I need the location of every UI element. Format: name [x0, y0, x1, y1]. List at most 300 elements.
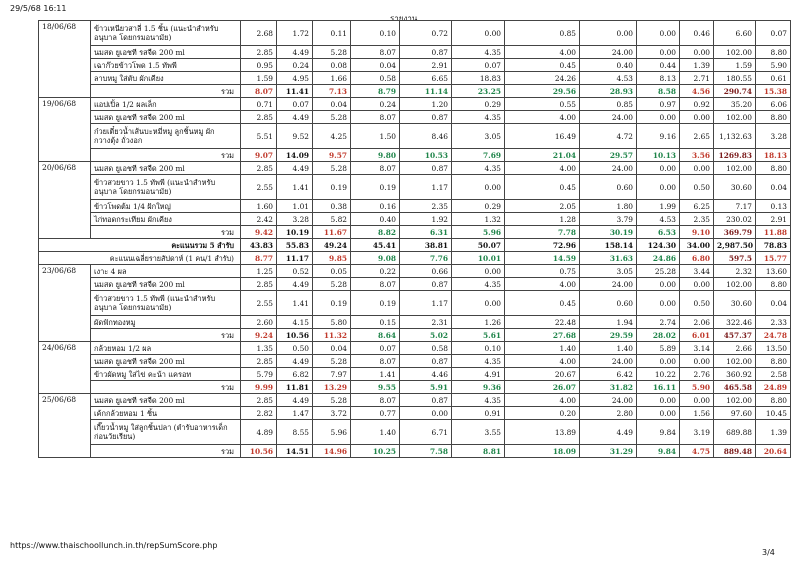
table-row — [39, 98, 791, 111]
nutrient-value: 2.85 — [241, 46, 277, 59]
menu-item-name: ผัดฟักทองหมู — [91, 316, 241, 329]
date-cell: 18/06/68 — [39, 21, 91, 98]
sum-value: 28.02 — [637, 329, 680, 342]
nutrient-value: 4.53 — [637, 213, 680, 226]
sum-label: รวม — [91, 85, 241, 98]
nutrient-value: 102.00 — [714, 162, 756, 175]
nutrient-value: 0.50 — [277, 342, 313, 355]
nutrient-value: 0.87 — [400, 46, 452, 59]
nutrient-value: 2.31 — [400, 316, 452, 329]
nutrient-value: 1,132.63 — [714, 124, 756, 149]
page-number: 3/4 — [762, 548, 775, 557]
nutrient-value: 1.40 — [351, 420, 400, 445]
nutrient-value: 6.60 — [714, 21, 756, 46]
table-row — [39, 200, 791, 213]
table-row — [39, 21, 791, 46]
nutrient-value: 0.75 — [505, 265, 580, 278]
weekly-total-row-value: 124.30 — [637, 239, 680, 252]
weekly-total-row-value: 49.24 — [313, 239, 351, 252]
weekly-average-row-value: 6.80 — [680, 252, 714, 265]
nutrient-value: 8.46 — [400, 124, 452, 149]
nutrient-value: 8.80 — [756, 355, 791, 368]
nutrient-value: 1.59 — [714, 59, 756, 72]
nutrient-value: 6.25 — [680, 200, 714, 213]
sum-value: 23.25 — [452, 85, 505, 98]
sum-value: 9.42 — [241, 226, 277, 239]
nutrient-value: 24.00 — [580, 355, 637, 368]
nutrient-value: 8.07 — [351, 162, 400, 175]
nutrient-value: 0.46 — [680, 21, 714, 46]
nutrient-value: 4.35 — [452, 46, 505, 59]
nutrient-value: 2.91 — [756, 213, 791, 226]
table-row — [39, 368, 791, 381]
nutrient-value: 0.29 — [452, 200, 505, 213]
nutrient-value: 3.55 — [452, 420, 505, 445]
nutrient-value: 4.49 — [277, 162, 313, 175]
nutrient-value: 5.80 — [313, 316, 351, 329]
nutrient-value: 1.41 — [277, 291, 313, 316]
nutrient-value: 2.55 — [241, 175, 277, 200]
nutrient-value: 13.60 — [756, 265, 791, 278]
sum-value: 27.68 — [505, 329, 580, 342]
nutrient-value: 3.72 — [313, 407, 351, 420]
sum-value: 10.19 — [277, 226, 313, 239]
nutrient-value: 4.15 — [277, 316, 313, 329]
nutrient-value: 0.58 — [351, 72, 400, 85]
nutrient-value: 0.00 — [580, 21, 637, 46]
nutrient-value: 4.46 — [400, 368, 452, 381]
menu-item-name: เฉาก๊วยข้าวโพด 1.5 ทัพพี — [91, 59, 241, 72]
nutrient-value: 0.19 — [313, 175, 351, 200]
sum-value: 11.41 — [277, 85, 313, 98]
nutrient-value: 0.45 — [505, 59, 580, 72]
table-row — [39, 46, 791, 59]
table-row — [39, 394, 791, 407]
nutrient-value: 2.71 — [680, 72, 714, 85]
report-title: รายงาน — [390, 14, 418, 23]
menu-item-name: ข้าวผัดหมู ใส่ไข่ คะน้า แครอท — [91, 368, 241, 381]
nutrient-value: 0.04 — [756, 175, 791, 200]
table-row — [39, 265, 791, 278]
nutrient-value: 1.41 — [277, 175, 313, 200]
table-row — [39, 316, 791, 329]
nutrient-value: 4.49 — [277, 111, 313, 124]
sum-value: 9.07 — [241, 149, 277, 162]
table-row — [39, 111, 791, 124]
sum-value: 10.56 — [241, 445, 277, 458]
nutrient-value: 0.87 — [400, 162, 452, 175]
nutrient-value: 1.01 — [277, 200, 313, 213]
nutrient-value: 24.00 — [580, 278, 637, 291]
sum-value: 8.81 — [452, 445, 505, 458]
menu-item-name: ลาบหมู ใส่ตับ ผักเคียง — [91, 72, 241, 85]
nutrient-value: 0.04 — [313, 98, 351, 111]
weekly-average-row-value: 7.76 — [400, 252, 452, 265]
nutrient-value: 0.60 — [580, 291, 637, 316]
nutrient-value: 4.72 — [580, 124, 637, 149]
nutrient-value: 0.58 — [400, 342, 452, 355]
nutrient-value: 0.85 — [580, 98, 637, 111]
nutrient-value: 0.00 — [452, 291, 505, 316]
menu-item-name: ข้าวสวยขาว 1.5 ทัพพี (แนะนำสำหรับอนุบาล โดยกรมอนามัย) — [91, 175, 241, 200]
nutrient-value: 3.79 — [580, 213, 637, 226]
weekly-total-row-value: 78.83 — [756, 239, 791, 252]
nutrient-value: 10.45 — [756, 407, 791, 420]
nutrient-value: 1.94 — [580, 316, 637, 329]
nutrient-value: 3.28 — [756, 124, 791, 149]
nutrient-value: 102.00 — [714, 394, 756, 407]
sum-value: 9.57 — [313, 149, 351, 162]
weekly-average-row-value: 15.77 — [756, 252, 791, 265]
nutrient-value: 4.49 — [580, 420, 637, 445]
nutrient-value: 1.17 — [400, 175, 452, 200]
sum-value: 29.57 — [580, 149, 637, 162]
nutrient-value: 2.85 — [241, 278, 277, 291]
nutrient-value: 8.55 — [277, 420, 313, 445]
nutrient-value: 24.00 — [580, 111, 637, 124]
nutrient-value: 8.07 — [351, 355, 400, 368]
weekly-total-row-value: 50.07 — [452, 239, 505, 252]
nutrient-value: 0.22 — [351, 265, 400, 278]
nutrient-value: 1.20 — [400, 98, 452, 111]
sum-label: รวม — [91, 445, 241, 458]
menu-item-name: นมสด ยูเอชที รสจืด 200 ml — [91, 111, 241, 124]
nutrient-value: 0.77 — [351, 407, 400, 420]
nutrient-value: 1.41 — [351, 368, 400, 381]
nutrient-value: 1.60 — [241, 200, 277, 213]
nutrient-value: 0.05 — [313, 265, 351, 278]
nutrient-value: 0.04 — [313, 342, 351, 355]
nutrient-value: 6.06 — [756, 98, 791, 111]
nutrient-value: 2.35 — [400, 200, 452, 213]
nutrient-value: 1.40 — [580, 342, 637, 355]
nutrient-value: 0.13 — [756, 200, 791, 213]
table-row — [39, 420, 791, 445]
nutrient-value: 18.83 — [452, 72, 505, 85]
nutrient-value: 0.00 — [637, 394, 680, 407]
sum-value: 6.01 — [680, 329, 714, 342]
nutrient-value: 1.39 — [680, 59, 714, 72]
nutrient-value: 0.10 — [452, 342, 505, 355]
weekly-total-row-value: 2,987.50 — [714, 239, 756, 252]
sum-value: 10.53 — [400, 149, 452, 162]
sum-value: 21.04 — [505, 149, 580, 162]
nutrient-value: 2.60 — [241, 316, 277, 329]
sum-value: 6.53 — [637, 226, 680, 239]
nutrient-value: 1.39 — [756, 420, 791, 445]
nutrient-value: 4.35 — [452, 162, 505, 175]
nutrient-value: 0.19 — [313, 291, 351, 316]
nutrient-value: 1.32 — [452, 213, 505, 226]
nutrient-value: 7.97 — [313, 368, 351, 381]
nutrient-value: 24.00 — [580, 162, 637, 175]
nutrient-value: 4.95 — [277, 72, 313, 85]
sum-value: 10.13 — [637, 149, 680, 162]
nutrition-score-table — [38, 20, 791, 458]
nutrient-value: 8.07 — [351, 46, 400, 59]
nutrient-value: 0.08 — [313, 59, 351, 72]
sum-value: 11.67 — [313, 226, 351, 239]
nutrient-value: 2.65 — [680, 124, 714, 149]
nutrient-value: 180.55 — [714, 72, 756, 85]
nutrient-value: 1.59 — [241, 72, 277, 85]
table-row — [39, 342, 791, 355]
nutrient-value: 6.42 — [580, 368, 637, 381]
menu-item-name: เค้กกล้วยหอม 1 ชิ้น — [91, 407, 241, 420]
sum-value: 11.81 — [277, 381, 313, 394]
nutrient-value: 3.05 — [452, 124, 505, 149]
nutrient-value: 1.72 — [277, 21, 313, 46]
nutrient-value: 0.04 — [351, 59, 400, 72]
nutrient-value: 0.00 — [637, 407, 680, 420]
sum-value: 24.89 — [756, 381, 791, 394]
nutrient-value: 0.20 — [505, 407, 580, 420]
sum-value: 30.19 — [580, 226, 637, 239]
sum-value: 11.32 — [313, 329, 351, 342]
nutrient-value: 9.84 — [637, 420, 680, 445]
sum-value: 13.29 — [313, 381, 351, 394]
nutrient-value: 0.19 — [351, 291, 400, 316]
nutrient-value: 24.00 — [580, 46, 637, 59]
nutrient-value: 3.05 — [580, 265, 637, 278]
nutrient-value: 0.87 — [400, 394, 452, 407]
weekly-average-row-value: 14.59 — [505, 252, 580, 265]
nutrient-value: 4.35 — [452, 278, 505, 291]
nutrient-value: 20.67 — [505, 368, 580, 381]
nutrient-value: 5.28 — [313, 162, 351, 175]
sum-value: 5.61 — [452, 329, 505, 342]
nutrient-value: 0.00 — [637, 162, 680, 175]
nutrient-value: 4.25 — [313, 124, 351, 149]
nutrient-value: 0.00 — [680, 162, 714, 175]
nutrient-value: 3.44 — [680, 265, 714, 278]
nutrient-value: 0.00 — [637, 291, 680, 316]
nutrient-value: 4.35 — [452, 355, 505, 368]
nutrient-value: 22.48 — [505, 316, 580, 329]
nutrient-value: 4.00 — [505, 394, 580, 407]
day-sum-row — [39, 149, 791, 162]
date-cell: 23/06/68 — [39, 265, 91, 342]
date-cell: 20/06/68 — [39, 162, 91, 239]
day-sum-row — [39, 445, 791, 458]
nutrient-value: 0.71 — [241, 98, 277, 111]
table-row — [39, 278, 791, 291]
menu-item-name: ข้าวโพดต้ม 1/4 ฝักใหญ่ — [91, 200, 241, 213]
sum-value: 8.07 — [241, 85, 277, 98]
nutrient-value: 1.56 — [680, 407, 714, 420]
nutrient-value: 2.74 — [637, 316, 680, 329]
nutrient-value: 0.07 — [756, 21, 791, 46]
nutrient-value: 0.19 — [351, 175, 400, 200]
nutrient-value: 6.71 — [400, 420, 452, 445]
sum-value: 18.09 — [505, 445, 580, 458]
table-row — [39, 355, 791, 368]
nutrient-value: 0.87 — [400, 355, 452, 368]
sum-value: 7.78 — [505, 226, 580, 239]
nutrient-value: 35.20 — [714, 98, 756, 111]
nutrient-value: 8.80 — [756, 111, 791, 124]
sum-value: 9.99 — [241, 381, 277, 394]
nutrient-value: 2.35 — [680, 213, 714, 226]
nutrient-value: 1.26 — [452, 316, 505, 329]
nutrient-value: 2.85 — [241, 111, 277, 124]
nutrient-value: 30.60 — [714, 175, 756, 200]
nutrient-value: 0.00 — [680, 278, 714, 291]
sum-value: 28.93 — [580, 85, 637, 98]
weekly-total-row-value: 55.83 — [277, 239, 313, 252]
weekly-total-row-value: 38.81 — [400, 239, 452, 252]
nutrient-value: 5.51 — [241, 124, 277, 149]
nutrient-value: 0.92 — [680, 98, 714, 111]
nutrient-value: 13.50 — [756, 342, 791, 355]
nutrient-value: 5.96 — [313, 420, 351, 445]
nutrient-value: 5.82 — [313, 213, 351, 226]
nutrient-value: 0.00 — [637, 175, 680, 200]
nutrient-value: 0.50 — [680, 175, 714, 200]
sum-value: 889.48 — [714, 445, 756, 458]
weekly-average-row-label: คะแนนเฉลี่ยรายสัปดาห์ (1 คน/1 สำรับ) — [39, 252, 241, 265]
nutrient-value: 24.00 — [580, 394, 637, 407]
sum-label: รวม — [91, 329, 241, 342]
menu-item-name: ไก่ทอดกระเทียม ผักเคียง — [91, 213, 241, 226]
nutrient-value: 360.92 — [714, 368, 756, 381]
sum-label: รวม — [91, 149, 241, 162]
nutrient-value: 4.49 — [277, 46, 313, 59]
sum-value: 24.78 — [756, 329, 791, 342]
table-row — [39, 59, 791, 72]
menu-item-name: นมสด ยูเอชที รสจืด 200 ml — [91, 394, 241, 407]
nutrient-value: 4.00 — [505, 355, 580, 368]
table-row — [39, 213, 791, 226]
menu-item-name: กล้วยหอม 1/2 ผล — [91, 342, 241, 355]
nutrient-value: 1.66 — [313, 72, 351, 85]
nutrient-value: 0.00 — [452, 175, 505, 200]
sum-value: 3.56 — [680, 149, 714, 162]
nutrient-value: 0.45 — [505, 291, 580, 316]
nutrient-value: 8.80 — [756, 162, 791, 175]
weekly-average-row-value: 9.85 — [313, 252, 351, 265]
nutrient-value: 0.00 — [452, 21, 505, 46]
sum-value: 9.84 — [637, 445, 680, 458]
weekly-average-row-value: 10.01 — [452, 252, 505, 265]
nutrient-value: 4.49 — [277, 278, 313, 291]
sum-value: 9.24 — [241, 329, 277, 342]
nutrient-value: 1.92 — [400, 213, 452, 226]
date-cell: 19/06/68 — [39, 98, 91, 162]
sum-value: 457.37 — [714, 329, 756, 342]
day-sum-row — [39, 226, 791, 239]
sum-value: 26.07 — [505, 381, 580, 394]
weekly-total-row-value: 34.00 — [680, 239, 714, 252]
nutrient-value: 0.52 — [277, 265, 313, 278]
print-timestamp: 29/5/68 16:11 — [10, 4, 67, 13]
nutrient-value: 0.00 — [637, 46, 680, 59]
sum-value: 4.75 — [680, 445, 714, 458]
nutrient-value: 4.00 — [505, 111, 580, 124]
sum-value: 11.88 — [756, 226, 791, 239]
weekly-average-row-value: 597.5 — [714, 252, 756, 265]
menu-item-name: เกี๊ยวน้ำหมู ใส่ลูกชิ้นปลา (ตำรับอาหารเด็กก่อนวัยเรียน) — [91, 420, 241, 445]
nutrient-value: 0.00 — [400, 407, 452, 420]
nutrient-value: 322.46 — [714, 316, 756, 329]
sum-value: 5.91 — [400, 381, 452, 394]
nutrient-value: 1.50 — [351, 124, 400, 149]
nutrient-value: 0.85 — [505, 21, 580, 46]
nutrient-value: 0.40 — [580, 59, 637, 72]
table-row — [39, 291, 791, 316]
nutrient-value: 1.47 — [277, 407, 313, 420]
nutrient-value: 4.49 — [277, 394, 313, 407]
sum-value: 29.56 — [505, 85, 580, 98]
nutrient-value: 1.17 — [400, 291, 452, 316]
sum-value: 5.02 — [400, 329, 452, 342]
nutrient-value: 4.53 — [580, 72, 637, 85]
sum-value: 18.13 — [756, 149, 791, 162]
nutrient-value: 0.00 — [452, 265, 505, 278]
sum-value: 9.10 — [680, 226, 714, 239]
sum-value: 7.58 — [400, 445, 452, 458]
weekly-average-row-value: 24.86 — [637, 252, 680, 265]
nutrient-value: 8.13 — [637, 72, 680, 85]
sum-value: 11.14 — [400, 85, 452, 98]
nutrient-value: 0.24 — [277, 59, 313, 72]
sum-value: 15.38 — [756, 85, 791, 98]
nutrient-value: 0.00 — [680, 46, 714, 59]
nutrient-value: 2.66 — [714, 342, 756, 355]
date-cell: 24/06/68 — [39, 342, 91, 394]
nutrient-value: 0.24 — [351, 98, 400, 111]
nutrient-value: 0.38 — [313, 200, 351, 213]
nutrient-value: 102.00 — [714, 111, 756, 124]
nutrient-value: 6.65 — [400, 72, 452, 85]
sum-value: 369.79 — [714, 226, 756, 239]
sum-value: 14.96 — [313, 445, 351, 458]
nutrient-value: 0.16 — [351, 200, 400, 213]
menu-item-name: แอปเปิ้ล 1/2 ผลเล็ก — [91, 98, 241, 111]
nutrient-value: 230.02 — [714, 213, 756, 226]
nutrient-value: 4.49 — [277, 355, 313, 368]
nutrient-value: 5.28 — [313, 355, 351, 368]
nutrient-value: 8.07 — [351, 111, 400, 124]
nutrient-value: 8.07 — [351, 278, 400, 291]
nutrient-value: 0.61 — [756, 72, 791, 85]
nutrient-value: 1.25 — [241, 265, 277, 278]
nutrient-value: 6.82 — [277, 368, 313, 381]
sum-value: 10.56 — [277, 329, 313, 342]
nutrient-value: 0.07 — [351, 342, 400, 355]
nutrient-value: 0.15 — [351, 316, 400, 329]
nutrient-value: 0.00 — [680, 355, 714, 368]
sum-value: 5.90 — [680, 381, 714, 394]
sum-value: 7.69 — [452, 149, 505, 162]
nutrient-value: 5.90 — [756, 59, 791, 72]
nutrient-value: 0.11 — [313, 21, 351, 46]
menu-item-name: ก๋วยเตี๋ยวน้ำเส้นบะหมี่หมู ลูกชิ้นหมู ผักกวางตุ้ง ถั่วงอก — [91, 124, 241, 149]
table-row — [39, 162, 791, 175]
nutrient-value: 9.16 — [637, 124, 680, 149]
table-row — [39, 407, 791, 420]
sum-value: 6.31 — [400, 226, 452, 239]
sum-value: 31.82 — [580, 381, 637, 394]
weekly-average-row — [39, 252, 791, 265]
nutrient-value: 0.40 — [351, 213, 400, 226]
menu-item-name: นมสด ยูเอชที รสจืด 200 ml — [91, 355, 241, 368]
menu-item-name: นมสด ยูเอชที รสจืด 200 ml — [91, 46, 241, 59]
nutrient-value: 2.32 — [714, 265, 756, 278]
nutrient-value: 0.04 — [756, 291, 791, 316]
sum-label: รวม — [91, 226, 241, 239]
nutrient-value: 102.00 — [714, 355, 756, 368]
